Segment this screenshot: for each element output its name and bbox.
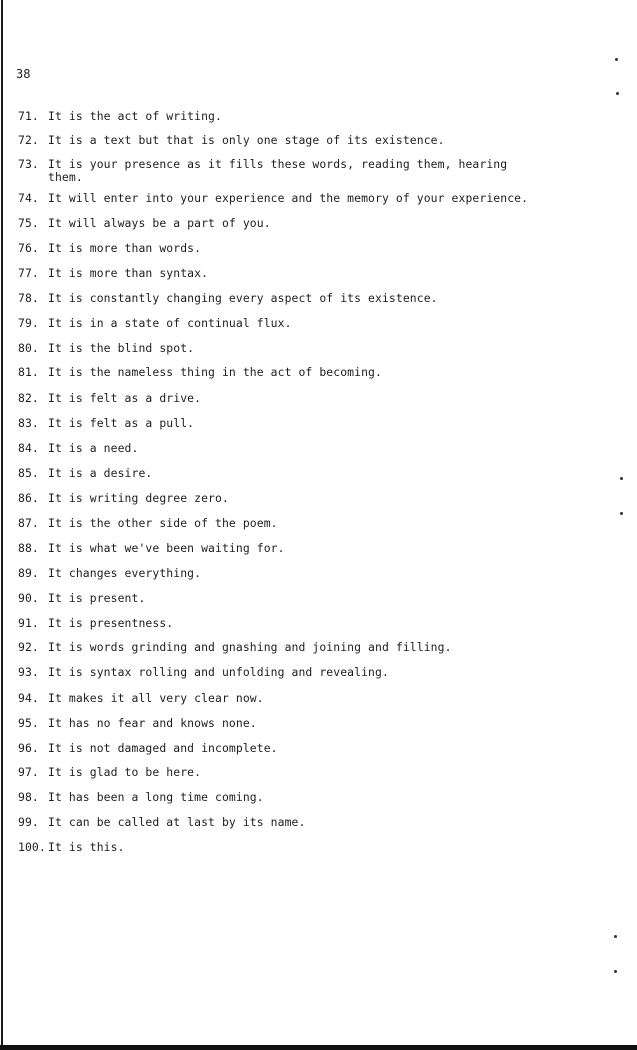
item-number: 88. — [18, 541, 39, 555]
item-number: 72. — [18, 133, 39, 147]
list-item — [18, 841, 125, 854]
item-number: 85. — [18, 466, 39, 480]
list-item — [18, 467, 152, 480]
item-text: It is constantly changing every aspect of its existence. — [48, 291, 438, 305]
item-text: It is presentness. — [48, 616, 174, 630]
item-text: It changes everything. — [48, 566, 202, 580]
item-number: 90. — [18, 591, 39, 605]
list-item — [18, 217, 271, 230]
item-number: 96. — [18, 741, 39, 755]
list-item — [18, 617, 173, 630]
item-number: 81. — [18, 365, 39, 379]
page-bottom-edge — [0, 1045, 637, 1050]
list-item — [18, 292, 438, 305]
page-number: 38 — [16, 67, 31, 81]
list-item — [18, 110, 222, 123]
item-number: 93. — [18, 665, 39, 679]
item-text: It will always be a part of you. — [48, 216, 271, 230]
item-text: It is this. — [48, 840, 125, 854]
item-text: It is a need. — [48, 441, 139, 455]
item-number: 82. — [18, 391, 39, 405]
item-text: It has been a long time coming. — [48, 790, 264, 804]
item-number: 79. — [18, 316, 39, 330]
list-item — [18, 717, 257, 730]
list-item — [18, 641, 452, 654]
item-number: 95. — [18, 716, 39, 730]
item-number: 94. — [18, 691, 39, 705]
item-number: 87. — [18, 516, 39, 530]
list-item — [18, 692, 264, 705]
item-number: 98. — [18, 790, 39, 804]
item-text: It is a desire. — [48, 466, 153, 480]
item-text: It is felt as a drive. — [48, 391, 202, 405]
item-text: It is writing degree zero. — [48, 491, 229, 505]
item-number: 97. — [18, 765, 39, 779]
scan-speck — [615, 58, 618, 61]
item-number: 92. — [18, 640, 39, 654]
item-text: It is words grinding and gnashing and joining and filling. — [48, 640, 452, 654]
list-item — [18, 392, 201, 405]
list-item — [18, 766, 201, 779]
item-number: 80. — [18, 341, 39, 355]
list-item — [18, 492, 229, 505]
list-item — [18, 267, 208, 280]
list-item — [18, 442, 138, 455]
list-item — [18, 417, 194, 430]
item-number: 83. — [18, 416, 39, 430]
item-number: 89. — [18, 566, 39, 580]
list-item — [18, 816, 305, 829]
page-left-edge — [1, 0, 3, 1050]
item-text: It is not damaged and incomplete. — [48, 741, 278, 755]
item-text: It is more than syntax. — [48, 266, 209, 280]
list-item — [18, 742, 278, 755]
item-text: It is the nameless thing in the act of becoming. — [48, 365, 382, 379]
item-number: 71. — [18, 109, 39, 123]
item-text: It is a text but that is only one stage of its existence. — [48, 133, 445, 147]
list-item — [18, 791, 264, 804]
item-number: 91. — [18, 616, 39, 630]
item-number: 73. — [18, 157, 39, 171]
list-item — [18, 366, 382, 379]
item-number: 99. — [18, 815, 39, 829]
scan-speck — [620, 477, 623, 480]
item-number: 74. — [18, 191, 39, 205]
list-item — [18, 542, 285, 555]
item-number: 86. — [18, 491, 39, 505]
item-text: It is your presence as it fills these words, reading them, hearing — [48, 157, 508, 171]
scan-speck — [614, 970, 617, 973]
list-item — [18, 342, 194, 355]
item-number: 75. — [18, 216, 39, 230]
item-text: It makes it all very clear now. — [48, 691, 264, 705]
item-text: It will enter into your experience and the memory of your experience. — [48, 191, 529, 205]
scan-speck — [614, 935, 617, 938]
item-text: It is syntax rolling and unfolding and revealing. — [48, 665, 389, 679]
item-number: 84. — [18, 441, 39, 455]
list-item — [18, 158, 507, 183]
list-item — [18, 134, 445, 147]
item-text: It is in a state of continual flux. — [48, 316, 292, 330]
scan-speck — [616, 92, 619, 95]
item-number: 78. — [18, 291, 39, 305]
item-text: It is the other side of the poem. — [48, 516, 278, 530]
item-text: It is more than words. — [48, 241, 202, 255]
item-number: 100. — [18, 840, 46, 854]
item-number: 76. — [18, 241, 39, 255]
item-number: 77. — [18, 266, 39, 280]
scan-speck — [620, 512, 623, 515]
list-item — [18, 666, 389, 679]
item-text: It is the act of writing. — [48, 109, 222, 123]
list-item — [18, 592, 145, 605]
item-text: It is the blind spot. — [48, 341, 195, 355]
item-text: It is what we've been waiting for. — [48, 541, 285, 555]
list-item — [18, 517, 278, 530]
list-item — [18, 567, 201, 580]
list-item — [18, 242, 201, 255]
item-text: It is present. — [48, 591, 146, 605]
item-text: It can be called at last by its name. — [48, 815, 306, 829]
item-text-continuation: them. — [48, 170, 83, 184]
list-item — [18, 317, 292, 330]
list-item — [18, 192, 528, 205]
item-text: It has no fear and knows none. — [48, 716, 257, 730]
item-text: It is felt as a pull. — [48, 416, 195, 430]
item-text: It is glad to be here. — [48, 765, 202, 779]
